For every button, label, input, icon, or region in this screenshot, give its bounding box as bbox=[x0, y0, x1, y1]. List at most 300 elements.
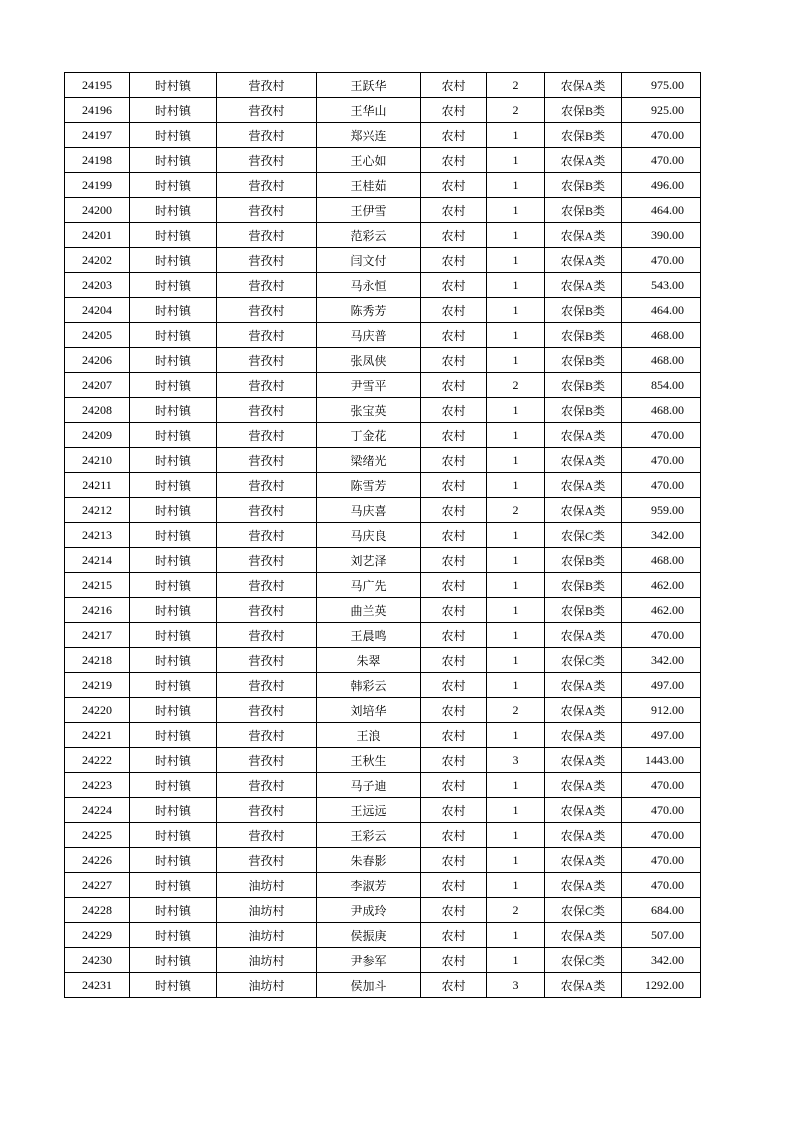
table-row bbox=[65, 848, 701, 873]
cell-type: 农村 bbox=[421, 723, 487, 748]
cell-type: 农村 bbox=[421, 648, 487, 673]
cell-count: 1 bbox=[487, 273, 545, 298]
cell-id: 24214 bbox=[65, 548, 130, 573]
table-row bbox=[65, 473, 701, 498]
cell-village: 营孜村 bbox=[217, 623, 317, 648]
cell-count: 1 bbox=[487, 723, 545, 748]
cell-category: 农保A类 bbox=[545, 698, 622, 723]
cell-amount: 342.00 bbox=[622, 648, 701, 673]
cell-type: 农村 bbox=[421, 623, 487, 648]
cell-town: 时村镇 bbox=[130, 148, 217, 173]
cell-type: 农村 bbox=[421, 348, 487, 373]
cell-category: 农保B类 bbox=[545, 548, 622, 573]
cell-count: 2 bbox=[487, 698, 545, 723]
cell-town: 时村镇 bbox=[130, 573, 217, 598]
cell-count: 1 bbox=[487, 948, 545, 973]
cell-category: 农保B类 bbox=[545, 348, 622, 373]
cell-id: 24208 bbox=[65, 398, 130, 423]
cell-village: 营孜村 bbox=[217, 398, 317, 423]
cell-count: 1 bbox=[487, 473, 545, 498]
cell-id: 24207 bbox=[65, 373, 130, 398]
cell-town: 时村镇 bbox=[130, 823, 217, 848]
table-row bbox=[65, 923, 701, 948]
cell-id: 24211 bbox=[65, 473, 130, 498]
cell-type: 农村 bbox=[421, 773, 487, 798]
cell-village: 营孜村 bbox=[217, 173, 317, 198]
cell-id: 24218 bbox=[65, 648, 130, 673]
cell-town: 时村镇 bbox=[130, 698, 217, 723]
cell-village: 营孜村 bbox=[217, 823, 317, 848]
cell-count: 3 bbox=[487, 748, 545, 773]
cell-amount: 470.00 bbox=[622, 448, 701, 473]
cell-count: 1 bbox=[487, 148, 545, 173]
cell-village: 营孜村 bbox=[217, 598, 317, 623]
cell-id: 24227 bbox=[65, 873, 130, 898]
table-row bbox=[65, 73, 701, 98]
cell-type: 农村 bbox=[421, 448, 487, 473]
cell-name: 尹雪平 bbox=[317, 373, 421, 398]
cell-category: 农保A类 bbox=[545, 448, 622, 473]
cell-id: 24222 bbox=[65, 748, 130, 773]
cell-amount: 470.00 bbox=[622, 623, 701, 648]
cell-count: 1 bbox=[487, 623, 545, 648]
cell-category: 农保B类 bbox=[545, 398, 622, 423]
table-row bbox=[65, 498, 701, 523]
cell-town: 时村镇 bbox=[130, 373, 217, 398]
cell-amount: 470.00 bbox=[622, 873, 701, 898]
table-row bbox=[65, 723, 701, 748]
cell-amount: 925.00 bbox=[622, 98, 701, 123]
cell-type: 农村 bbox=[421, 548, 487, 573]
cell-amount: 959.00 bbox=[622, 498, 701, 523]
cell-village: 营孜村 bbox=[217, 673, 317, 698]
cell-village: 营孜村 bbox=[217, 848, 317, 873]
cell-name: 梁绪光 bbox=[317, 448, 421, 473]
cell-count: 1 bbox=[487, 523, 545, 548]
cell-id: 24224 bbox=[65, 798, 130, 823]
cell-village: 营孜村 bbox=[217, 248, 317, 273]
cell-category: 农保A类 bbox=[545, 273, 622, 298]
cell-amount: 470.00 bbox=[622, 473, 701, 498]
cell-town: 时村镇 bbox=[130, 348, 217, 373]
table-row bbox=[65, 773, 701, 798]
cell-type: 农村 bbox=[421, 223, 487, 248]
table-row bbox=[65, 898, 701, 923]
cell-amount: 470.00 bbox=[622, 248, 701, 273]
cell-id: 24229 bbox=[65, 923, 130, 948]
cell-town: 时村镇 bbox=[130, 498, 217, 523]
cell-count: 1 bbox=[487, 348, 545, 373]
cell-type: 农村 bbox=[421, 173, 487, 198]
cell-type: 农村 bbox=[421, 73, 487, 98]
cell-name: 马庆喜 bbox=[317, 498, 421, 523]
cell-type: 农村 bbox=[421, 248, 487, 273]
cell-town: 时村镇 bbox=[130, 123, 217, 148]
cell-id: 24204 bbox=[65, 298, 130, 323]
table-row bbox=[65, 298, 701, 323]
cell-count: 3 bbox=[487, 973, 545, 998]
cell-type: 农村 bbox=[421, 423, 487, 448]
table-row bbox=[65, 373, 701, 398]
cell-count: 1 bbox=[487, 198, 545, 223]
cell-id: 24215 bbox=[65, 573, 130, 598]
cell-name: 郑兴连 bbox=[317, 123, 421, 148]
cell-town: 时村镇 bbox=[130, 298, 217, 323]
cell-town: 时村镇 bbox=[130, 723, 217, 748]
cell-name: 王伊雪 bbox=[317, 198, 421, 223]
table-row bbox=[65, 198, 701, 223]
table-row bbox=[65, 948, 701, 973]
cell-category: 农保B类 bbox=[545, 373, 622, 398]
records-table bbox=[64, 72, 701, 998]
cell-town: 时村镇 bbox=[130, 923, 217, 948]
cell-village: 营孜村 bbox=[217, 573, 317, 598]
cell-category: 农保B类 bbox=[545, 298, 622, 323]
cell-name: 李淑芳 bbox=[317, 873, 421, 898]
cell-village: 营孜村 bbox=[217, 423, 317, 448]
cell-amount: 507.00 bbox=[622, 923, 701, 948]
cell-id: 24219 bbox=[65, 673, 130, 698]
cell-category: 农保A类 bbox=[545, 873, 622, 898]
cell-village: 油坊村 bbox=[217, 973, 317, 998]
cell-town: 时村镇 bbox=[130, 623, 217, 648]
records-table-body bbox=[65, 73, 701, 998]
cell-name: 刘艺泽 bbox=[317, 548, 421, 573]
table-row bbox=[65, 648, 701, 673]
cell-amount: 1443.00 bbox=[622, 748, 701, 773]
cell-type: 农村 bbox=[421, 798, 487, 823]
cell-town: 时村镇 bbox=[130, 473, 217, 498]
cell-name: 王华山 bbox=[317, 98, 421, 123]
cell-town: 时村镇 bbox=[130, 173, 217, 198]
cell-category: 农保A类 bbox=[545, 423, 622, 448]
cell-id: 24196 bbox=[65, 98, 130, 123]
cell-type: 农村 bbox=[421, 823, 487, 848]
cell-category: 农保C类 bbox=[545, 648, 622, 673]
cell-id: 24217 bbox=[65, 623, 130, 648]
cell-type: 农村 bbox=[421, 323, 487, 348]
cell-count: 1 bbox=[487, 223, 545, 248]
table-row bbox=[65, 123, 701, 148]
cell-count: 1 bbox=[487, 398, 545, 423]
cell-town: 时村镇 bbox=[130, 673, 217, 698]
cell-amount: 1292.00 bbox=[622, 973, 701, 998]
cell-id: 24200 bbox=[65, 198, 130, 223]
cell-count: 1 bbox=[487, 173, 545, 198]
cell-town: 时村镇 bbox=[130, 98, 217, 123]
cell-id: 24223 bbox=[65, 773, 130, 798]
cell-count: 2 bbox=[487, 373, 545, 398]
cell-amount: 462.00 bbox=[622, 573, 701, 598]
cell-amount: 342.00 bbox=[622, 948, 701, 973]
table-row bbox=[65, 148, 701, 173]
cell-town: 时村镇 bbox=[130, 523, 217, 548]
cell-village: 营孜村 bbox=[217, 148, 317, 173]
cell-category: 农保A类 bbox=[545, 798, 622, 823]
cell-village: 油坊村 bbox=[217, 873, 317, 898]
table-row bbox=[65, 748, 701, 773]
cell-amount: 390.00 bbox=[622, 223, 701, 248]
cell-type: 农村 bbox=[421, 123, 487, 148]
cell-town: 时村镇 bbox=[130, 198, 217, 223]
cell-amount: 975.00 bbox=[622, 73, 701, 98]
cell-count: 2 bbox=[487, 498, 545, 523]
cell-category: 农保A类 bbox=[545, 773, 622, 798]
cell-amount: 470.00 bbox=[622, 773, 701, 798]
cell-town: 时村镇 bbox=[130, 748, 217, 773]
cell-type: 农村 bbox=[421, 573, 487, 598]
cell-name: 马永恒 bbox=[317, 273, 421, 298]
cell-category: 农保B类 bbox=[545, 573, 622, 598]
cell-amount: 468.00 bbox=[622, 348, 701, 373]
cell-name: 尹参军 bbox=[317, 948, 421, 973]
cell-amount: 854.00 bbox=[622, 373, 701, 398]
cell-village: 营孜村 bbox=[217, 773, 317, 798]
cell-village: 营孜村 bbox=[217, 273, 317, 298]
cell-name: 朱春影 bbox=[317, 848, 421, 873]
cell-id: 24225 bbox=[65, 823, 130, 848]
cell-count: 1 bbox=[487, 248, 545, 273]
cell-name: 马广先 bbox=[317, 573, 421, 598]
table-row bbox=[65, 348, 701, 373]
cell-amount: 470.00 bbox=[622, 823, 701, 848]
cell-count: 2 bbox=[487, 898, 545, 923]
cell-id: 24199 bbox=[65, 173, 130, 198]
cell-name: 闫文付 bbox=[317, 248, 421, 273]
cell-id: 24205 bbox=[65, 323, 130, 348]
cell-type: 农村 bbox=[421, 948, 487, 973]
cell-name: 侯加斗 bbox=[317, 973, 421, 998]
cell-name: 侯振庚 bbox=[317, 923, 421, 948]
cell-name: 朱翠 bbox=[317, 648, 421, 673]
table-row bbox=[65, 323, 701, 348]
cell-category: 农保A类 bbox=[545, 923, 622, 948]
cell-count: 1 bbox=[487, 448, 545, 473]
table-row bbox=[65, 698, 701, 723]
cell-count: 1 bbox=[487, 548, 545, 573]
cell-amount: 464.00 bbox=[622, 298, 701, 323]
cell-village: 油坊村 bbox=[217, 948, 317, 973]
cell-type: 农村 bbox=[421, 698, 487, 723]
cell-type: 农村 bbox=[421, 198, 487, 223]
cell-town: 时村镇 bbox=[130, 548, 217, 573]
cell-amount: 496.00 bbox=[622, 173, 701, 198]
cell-town: 时村镇 bbox=[130, 448, 217, 473]
cell-category: 农保A类 bbox=[545, 748, 622, 773]
cell-village: 营孜村 bbox=[217, 323, 317, 348]
cell-town: 时村镇 bbox=[130, 873, 217, 898]
cell-town: 时村镇 bbox=[130, 323, 217, 348]
cell-amount: 470.00 bbox=[622, 798, 701, 823]
cell-category: 农保B类 bbox=[545, 98, 622, 123]
cell-village: 营孜村 bbox=[217, 748, 317, 773]
cell-count: 1 bbox=[487, 673, 545, 698]
cell-category: 农保B类 bbox=[545, 198, 622, 223]
cell-amount: 470.00 bbox=[622, 123, 701, 148]
cell-count: 1 bbox=[487, 323, 545, 348]
cell-name: 马庆普 bbox=[317, 323, 421, 348]
cell-village: 营孜村 bbox=[217, 123, 317, 148]
cell-town: 时村镇 bbox=[130, 273, 217, 298]
cell-category: 农保A类 bbox=[545, 623, 622, 648]
cell-village: 营孜村 bbox=[217, 473, 317, 498]
table-row bbox=[65, 98, 701, 123]
cell-village: 油坊村 bbox=[217, 898, 317, 923]
table-row bbox=[65, 623, 701, 648]
cell-count: 2 bbox=[487, 73, 545, 98]
cell-town: 时村镇 bbox=[130, 423, 217, 448]
cell-name: 王桂茹 bbox=[317, 173, 421, 198]
cell-amount: 462.00 bbox=[622, 598, 701, 623]
table-row bbox=[65, 273, 701, 298]
cell-id: 24206 bbox=[65, 348, 130, 373]
cell-id: 24221 bbox=[65, 723, 130, 748]
cell-count: 1 bbox=[487, 123, 545, 148]
cell-type: 农村 bbox=[421, 498, 487, 523]
cell-id: 24231 bbox=[65, 973, 130, 998]
cell-name: 王秋生 bbox=[317, 748, 421, 773]
cell-amount: 342.00 bbox=[622, 523, 701, 548]
cell-category: 农保B类 bbox=[545, 323, 622, 348]
cell-count: 1 bbox=[487, 823, 545, 848]
table-row bbox=[65, 873, 701, 898]
cell-category: 农保B类 bbox=[545, 173, 622, 198]
cell-category: 农保A类 bbox=[545, 848, 622, 873]
cell-type: 农村 bbox=[421, 148, 487, 173]
cell-type: 农村 bbox=[421, 673, 487, 698]
cell-name: 丁金花 bbox=[317, 423, 421, 448]
cell-count: 2 bbox=[487, 98, 545, 123]
cell-id: 24198 bbox=[65, 148, 130, 173]
cell-category: 农保B类 bbox=[545, 598, 622, 623]
table-row bbox=[65, 573, 701, 598]
table-row bbox=[65, 223, 701, 248]
cell-category: 农保C类 bbox=[545, 948, 622, 973]
table-row bbox=[65, 248, 701, 273]
table-row bbox=[65, 598, 701, 623]
cell-category: 农保A类 bbox=[545, 473, 622, 498]
cell-id: 24209 bbox=[65, 423, 130, 448]
cell-id: 24220 bbox=[65, 698, 130, 723]
cell-town: 时村镇 bbox=[130, 973, 217, 998]
cell-category: 农保A类 bbox=[545, 673, 622, 698]
cell-name: 马子迪 bbox=[317, 773, 421, 798]
cell-amount: 684.00 bbox=[622, 898, 701, 923]
cell-name: 王心如 bbox=[317, 148, 421, 173]
cell-town: 时村镇 bbox=[130, 648, 217, 673]
cell-village: 油坊村 bbox=[217, 923, 317, 948]
cell-name: 韩彩云 bbox=[317, 673, 421, 698]
table-row bbox=[65, 398, 701, 423]
cell-name: 陈秀芳 bbox=[317, 298, 421, 323]
cell-category: 农保A类 bbox=[545, 823, 622, 848]
cell-type: 农村 bbox=[421, 298, 487, 323]
cell-amount: 468.00 bbox=[622, 323, 701, 348]
table-row bbox=[65, 448, 701, 473]
cell-count: 1 bbox=[487, 923, 545, 948]
cell-category: 农保A类 bbox=[545, 498, 622, 523]
cell-type: 农村 bbox=[421, 748, 487, 773]
cell-village: 营孜村 bbox=[217, 548, 317, 573]
cell-id: 24212 bbox=[65, 498, 130, 523]
cell-category: 农保A类 bbox=[545, 73, 622, 98]
cell-category: 农保A类 bbox=[545, 148, 622, 173]
table-row bbox=[65, 548, 701, 573]
cell-village: 营孜村 bbox=[217, 723, 317, 748]
cell-town: 时村镇 bbox=[130, 798, 217, 823]
cell-town: 时村镇 bbox=[130, 73, 217, 98]
cell-town: 时村镇 bbox=[130, 773, 217, 798]
cell-type: 农村 bbox=[421, 873, 487, 898]
cell-count: 1 bbox=[487, 298, 545, 323]
cell-name: 王浪 bbox=[317, 723, 421, 748]
cell-town: 时村镇 bbox=[130, 248, 217, 273]
cell-id: 24230 bbox=[65, 948, 130, 973]
cell-village: 营孜村 bbox=[217, 448, 317, 473]
cell-amount: 470.00 bbox=[622, 423, 701, 448]
cell-type: 农村 bbox=[421, 398, 487, 423]
cell-village: 营孜村 bbox=[217, 523, 317, 548]
cell-count: 1 bbox=[487, 648, 545, 673]
cell-type: 农村 bbox=[421, 373, 487, 398]
table-row bbox=[65, 823, 701, 848]
cell-type: 农村 bbox=[421, 898, 487, 923]
cell-id: 24203 bbox=[65, 273, 130, 298]
cell-count: 1 bbox=[487, 598, 545, 623]
cell-name: 陈雪芳 bbox=[317, 473, 421, 498]
table-row bbox=[65, 173, 701, 198]
cell-amount: 468.00 bbox=[622, 548, 701, 573]
cell-name: 张宝英 bbox=[317, 398, 421, 423]
cell-name: 王远远 bbox=[317, 798, 421, 823]
table-row bbox=[65, 423, 701, 448]
cell-id: 24216 bbox=[65, 598, 130, 623]
cell-village: 营孜村 bbox=[217, 373, 317, 398]
cell-name: 尹成玲 bbox=[317, 898, 421, 923]
cell-village: 营孜村 bbox=[217, 73, 317, 98]
cell-category: 农保A类 bbox=[545, 223, 622, 248]
cell-count: 1 bbox=[487, 798, 545, 823]
cell-type: 农村 bbox=[421, 923, 487, 948]
cell-id: 24195 bbox=[65, 73, 130, 98]
cell-name: 刘培华 bbox=[317, 698, 421, 723]
cell-type: 农村 bbox=[421, 273, 487, 298]
cell-name: 张凤侠 bbox=[317, 348, 421, 373]
cell-id: 24226 bbox=[65, 848, 130, 873]
cell-count: 1 bbox=[487, 423, 545, 448]
cell-type: 农村 bbox=[421, 973, 487, 998]
cell-id: 24197 bbox=[65, 123, 130, 148]
cell-type: 农村 bbox=[421, 848, 487, 873]
cell-village: 营孜村 bbox=[217, 798, 317, 823]
cell-village: 营孜村 bbox=[217, 298, 317, 323]
cell-id: 24202 bbox=[65, 248, 130, 273]
cell-amount: 497.00 bbox=[622, 673, 701, 698]
cell-village: 营孜村 bbox=[217, 348, 317, 373]
table-row bbox=[65, 798, 701, 823]
table-row bbox=[65, 673, 701, 698]
cell-id: 24213 bbox=[65, 523, 130, 548]
cell-type: 农村 bbox=[421, 598, 487, 623]
cell-town: 时村镇 bbox=[130, 223, 217, 248]
table-row bbox=[65, 523, 701, 548]
cell-id: 24201 bbox=[65, 223, 130, 248]
cell-name: 范彩云 bbox=[317, 223, 421, 248]
cell-type: 农村 bbox=[421, 473, 487, 498]
cell-village: 营孜村 bbox=[217, 648, 317, 673]
cell-town: 时村镇 bbox=[130, 398, 217, 423]
cell-category: 农保C类 bbox=[545, 898, 622, 923]
